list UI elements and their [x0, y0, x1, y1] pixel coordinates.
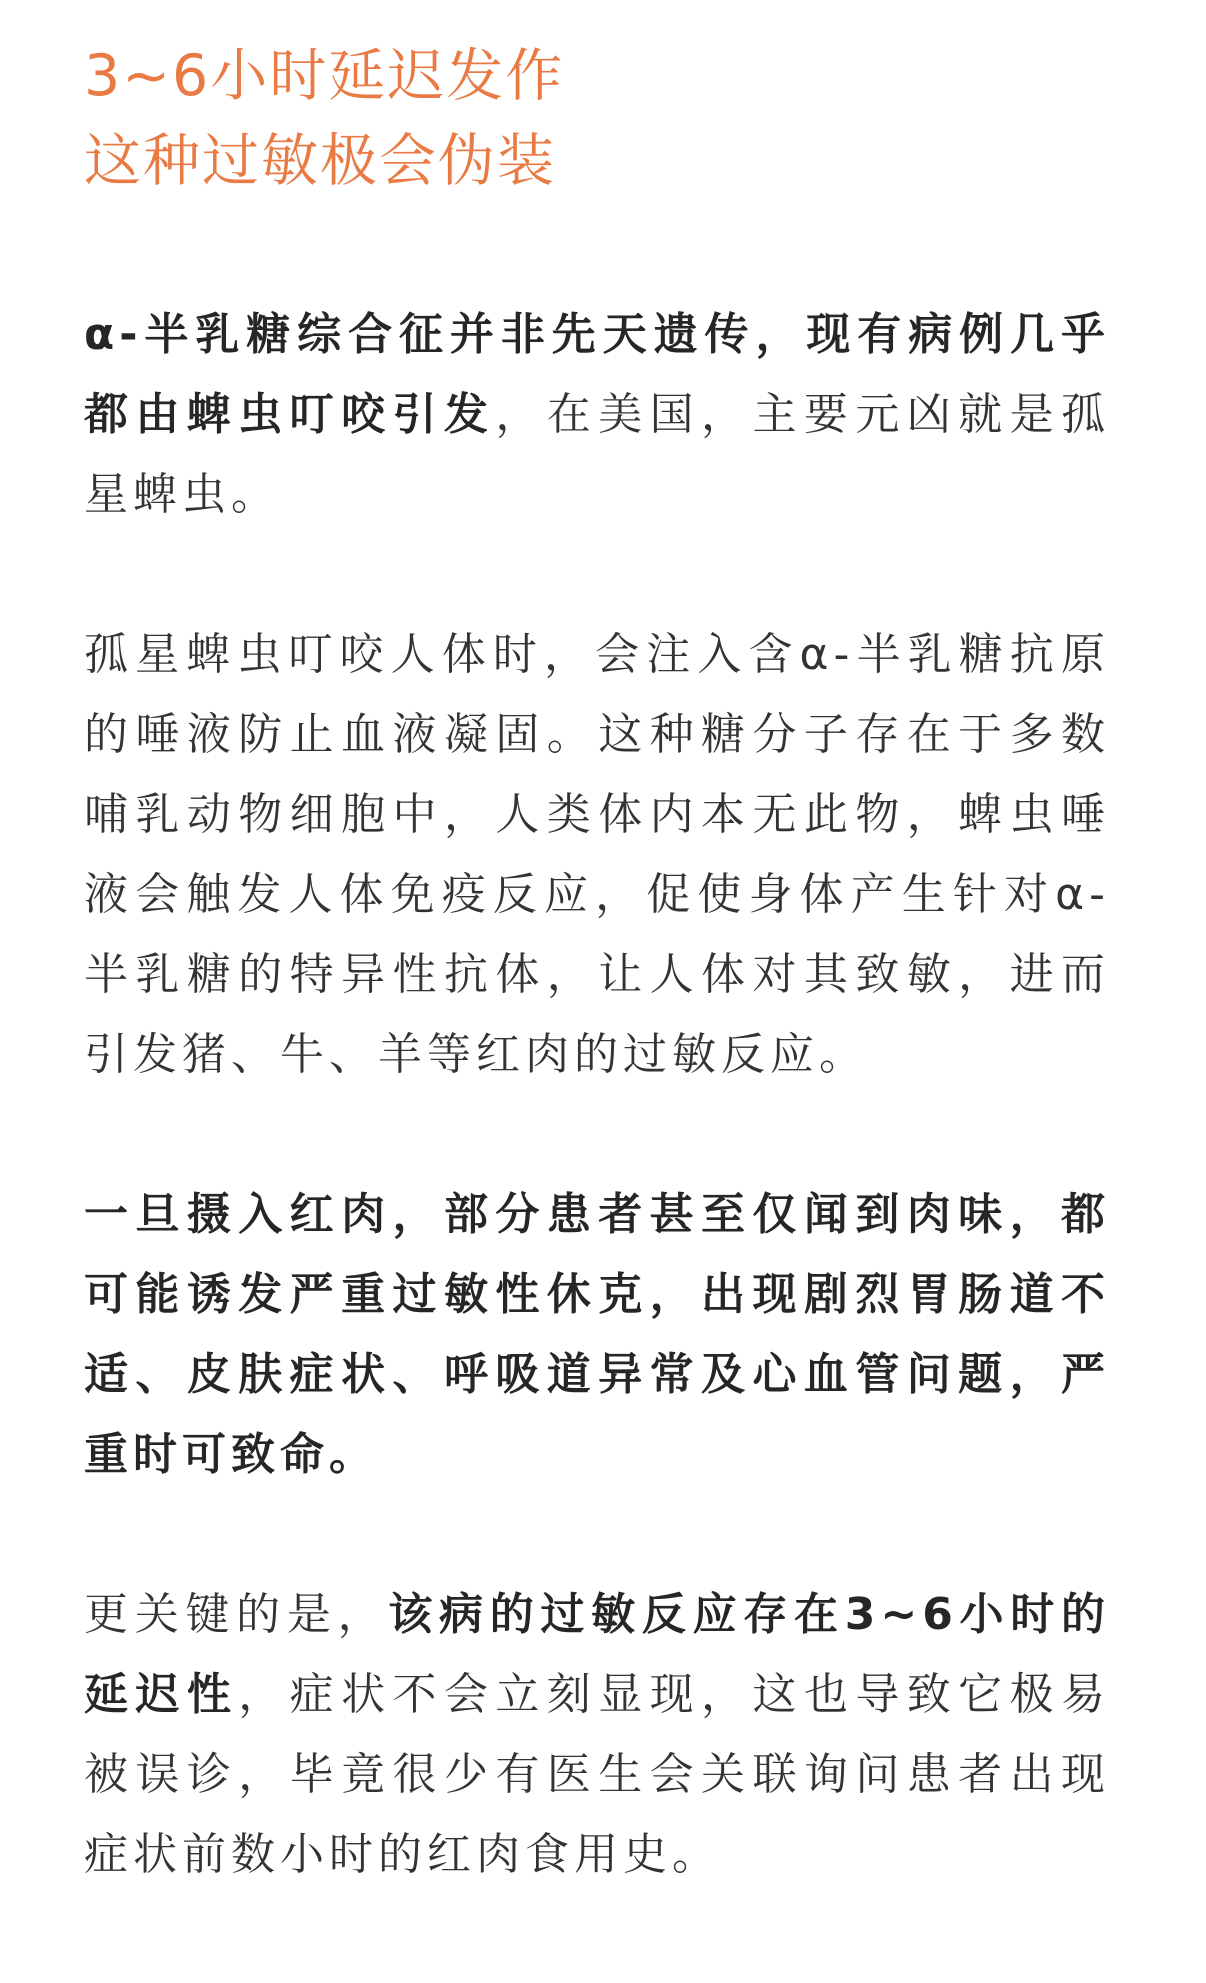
paragraph-delay: [84, 1575, 1110, 1895]
paragraph-delay-prefix: 更关键的是，: [84, 1589, 389, 1640]
paragraph-delay-bold: 该病的过敏反应存在3~6小时的延迟性: [84, 1589, 1110, 1720]
paragraph-mechanism-text: 孤星蜱虫叮咬人体时，会注入含α-半乳糖抗原的唾液防止血液凝固。这种糖分子存在于多数哺乳动物细胞中，人类体内本无此物，蜱虫唾液会触发人体免疫反应，促使身体产生针对α-半乳糖的特异性抗体，让人体对其致敏，进而引发猪、牛、羊等红肉的过敏反应。: [84, 629, 1110, 1080]
paragraph-symptoms-bold: 一旦摄入红肉，部分患者甚至仅闻到肉味，都可能诱发严重过敏性休克，出现剧烈胃肠道不适、皮肤症状、呼吸道异常及心血管问题，严重时可致命。: [84, 1189, 1110, 1480]
paragraph-cause-normal: ，在美国，主要元凶就是孤星蜱虫。: [84, 389, 1111, 520]
section-title-line-2: 这种过敏极会伪装: [84, 128, 556, 194]
section-title-line-1: 3~6小时延迟发作: [84, 43, 565, 109]
paragraph-delay-normal: ，症状不会立刻显现，这也导致它极易被误诊，毕竟很少有医生会关联询问患者出现症状前数小时的红肉食用史。: [84, 1669, 1111, 1880]
paragraph-cause-bold: α-半乳糖综合征并非先天遗传，现有病例几乎都由蜱虫叮咬引发: [84, 309, 1110, 440]
paragraph-symptoms: [84, 1175, 1110, 1495]
paragraph-cause: [84, 295, 1110, 535]
paragraph-mechanism: [84, 615, 1110, 1095]
section-title: [84, 34, 1110, 204]
